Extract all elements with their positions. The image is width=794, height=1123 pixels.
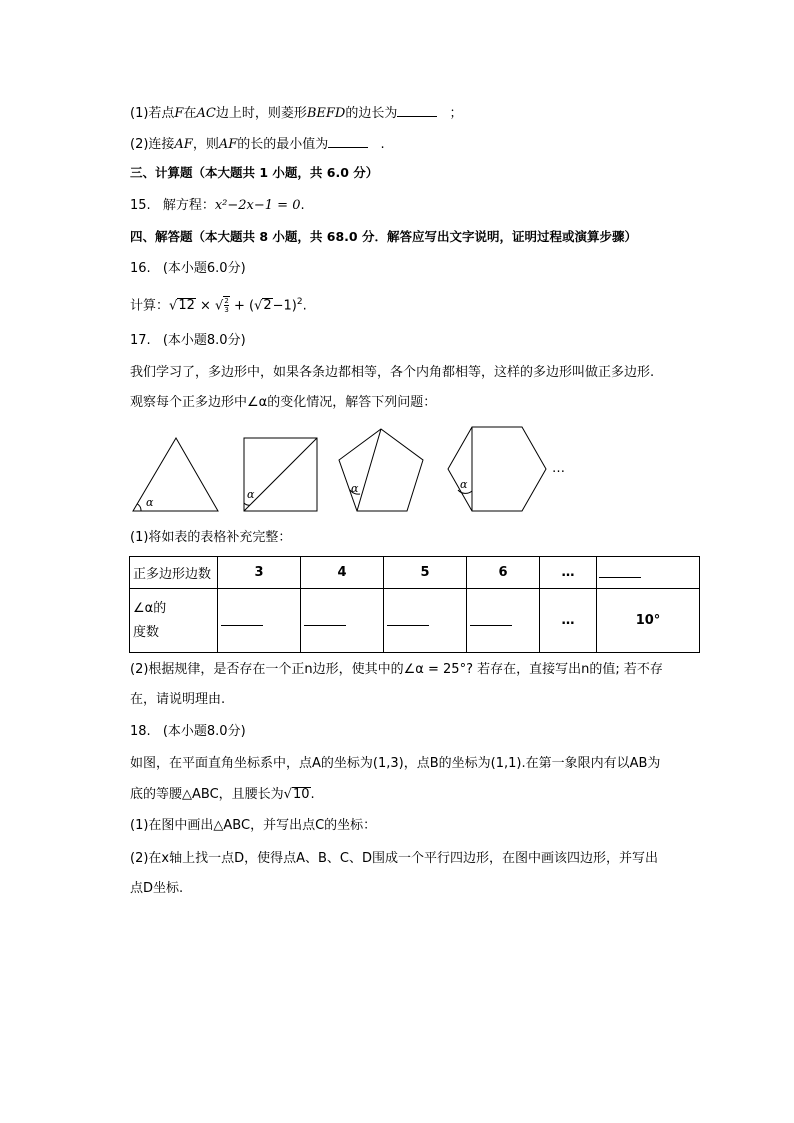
q18-part1: (1)在图中画出△ABC，并写出点C的坐标： xyxy=(130,818,377,833)
q17-part2-line1: (2)根据规律，是否存在一个正n边形，使其中的∠α = 25°? 若存在，直接写出n的值; 若不存 xyxy=(130,662,663,677)
q18-part2-line2: 点D坐标. xyxy=(130,881,184,896)
text: 计算： xyxy=(130,298,170,314)
q17-part1: (1)将如表的表格补充完整： xyxy=(130,530,292,545)
text: × xyxy=(200,298,211,314)
table-header-cell xyxy=(130,589,218,653)
table-row xyxy=(130,557,700,589)
q17-part2-line2: 在，请说明理由. xyxy=(130,692,226,707)
sqrt-sign: √ xyxy=(283,787,292,802)
polygon-table xyxy=(129,556,700,653)
text: 的长的最小值为 xyxy=(237,137,329,152)
text: ，则 xyxy=(192,137,219,152)
text: −1) xyxy=(272,298,297,314)
math-var: F xyxy=(174,106,184,121)
text: (1)若点 xyxy=(130,106,175,121)
text: 边上时，则菱形 xyxy=(215,106,307,121)
hexagon-shape xyxy=(448,427,546,511)
text: . xyxy=(300,198,305,213)
table-cell: 5 xyxy=(384,557,467,589)
q18-line2 xyxy=(130,785,315,805)
pentagon-diagonal xyxy=(357,429,381,511)
numerator: 2 xyxy=(224,297,229,306)
text: . xyxy=(302,298,307,314)
text: 的边长为 xyxy=(345,106,398,121)
table-cell: … xyxy=(540,557,597,589)
radicand: 12 xyxy=(178,298,195,314)
text: (2)连接 xyxy=(130,137,175,152)
answer-blank[interactable] xyxy=(221,611,263,626)
table-cell: … xyxy=(540,589,597,653)
table-cell[interactable] xyxy=(467,589,540,653)
angle-arc xyxy=(244,503,250,505)
table-cell: 4 xyxy=(301,557,384,589)
section-heading: 三、计算题（本大题共 1 小题，共 6.0 分） xyxy=(130,165,379,180)
alpha-label: α xyxy=(146,496,154,509)
square-diagonal xyxy=(244,438,317,511)
equation: x²−2x−1 = 0 xyxy=(214,198,301,213)
question-number: 18. xyxy=(130,724,151,739)
text: + ( xyxy=(233,298,255,314)
math-var: BEFD xyxy=(306,106,346,121)
text: 解方程： xyxy=(162,198,215,213)
answer-blank[interactable] xyxy=(304,611,346,626)
text: 在 xyxy=(183,106,197,121)
answer-blank[interactable] xyxy=(599,563,641,578)
ellipsis: … xyxy=(552,461,565,476)
section-heading: 四、解答题（本大题共 8 小题，共 68.0 分．解答应写出文字说明，证明过程或演算步骤） xyxy=(130,229,637,244)
table-cell[interactable] xyxy=(218,589,301,653)
sqrt-sign: √ xyxy=(169,298,178,314)
question-number: 16. xyxy=(130,261,151,276)
alpha-label: α xyxy=(247,488,255,501)
question-number: 15. xyxy=(130,198,151,213)
radicand: 2 xyxy=(263,298,272,314)
text: 度数 xyxy=(133,624,160,640)
math-var: AF xyxy=(174,137,193,152)
angle-arc xyxy=(138,504,142,511)
table-cell: 6 xyxy=(467,557,540,589)
sqrt-sign: √ xyxy=(215,298,224,314)
q18-line1: 如图，在平面直角坐标系中，点A的坐标为(1,3)，点B的坐标为(1,1).在第一象限内有以AB为 xyxy=(130,756,661,771)
answer-blank[interactable] xyxy=(387,611,429,626)
exponent: 2 xyxy=(296,297,303,307)
table-cell: 10° xyxy=(597,589,700,653)
q18-header xyxy=(130,722,246,742)
q17-intro-line2: 观察每个正多边形中∠α的变化情况，解答下列问题： xyxy=(130,395,437,410)
pentagon-shape xyxy=(339,429,423,511)
text: . xyxy=(310,787,315,802)
table-cell: 3 xyxy=(218,557,301,589)
points: (本小题8.0分) xyxy=(162,333,246,348)
math-var: AC xyxy=(196,106,216,121)
q17-intro-line1: 我们学习了，多边形中，如果各条边都相等，各个内角都相等，这样的多边形叫做正多边形. xyxy=(130,365,655,380)
text: . xyxy=(380,137,385,152)
table-header-cell: 正多边形边数 xyxy=(130,557,218,589)
alpha-label: α xyxy=(351,482,359,495)
text: ； xyxy=(449,106,463,121)
alpha-label: α xyxy=(460,478,468,491)
points: (本小题6.0分) xyxy=(162,261,246,276)
sqrt-sign: √ xyxy=(254,298,263,314)
question-number: 17. xyxy=(130,333,151,348)
text: ∠α的 xyxy=(133,600,167,616)
radicand: 10 xyxy=(292,787,310,802)
text: 底的等腰△ABC，且腰长为 xyxy=(130,787,284,802)
math-var: AF xyxy=(218,137,238,152)
table-cell[interactable] xyxy=(597,557,700,589)
table-cell[interactable] xyxy=(301,589,384,653)
table-cell[interactable] xyxy=(384,589,467,653)
q18-part2-line1: (2)在x轴上找一点D，使得点A、B、C、D围成一个平行四边形，在图中画该四边形，并写出 xyxy=(130,851,659,866)
denominator: 3 xyxy=(224,306,229,315)
table-row xyxy=(130,589,700,653)
answer-blank[interactable] xyxy=(470,611,512,626)
points: (本小题8.0分) xyxy=(162,724,246,739)
